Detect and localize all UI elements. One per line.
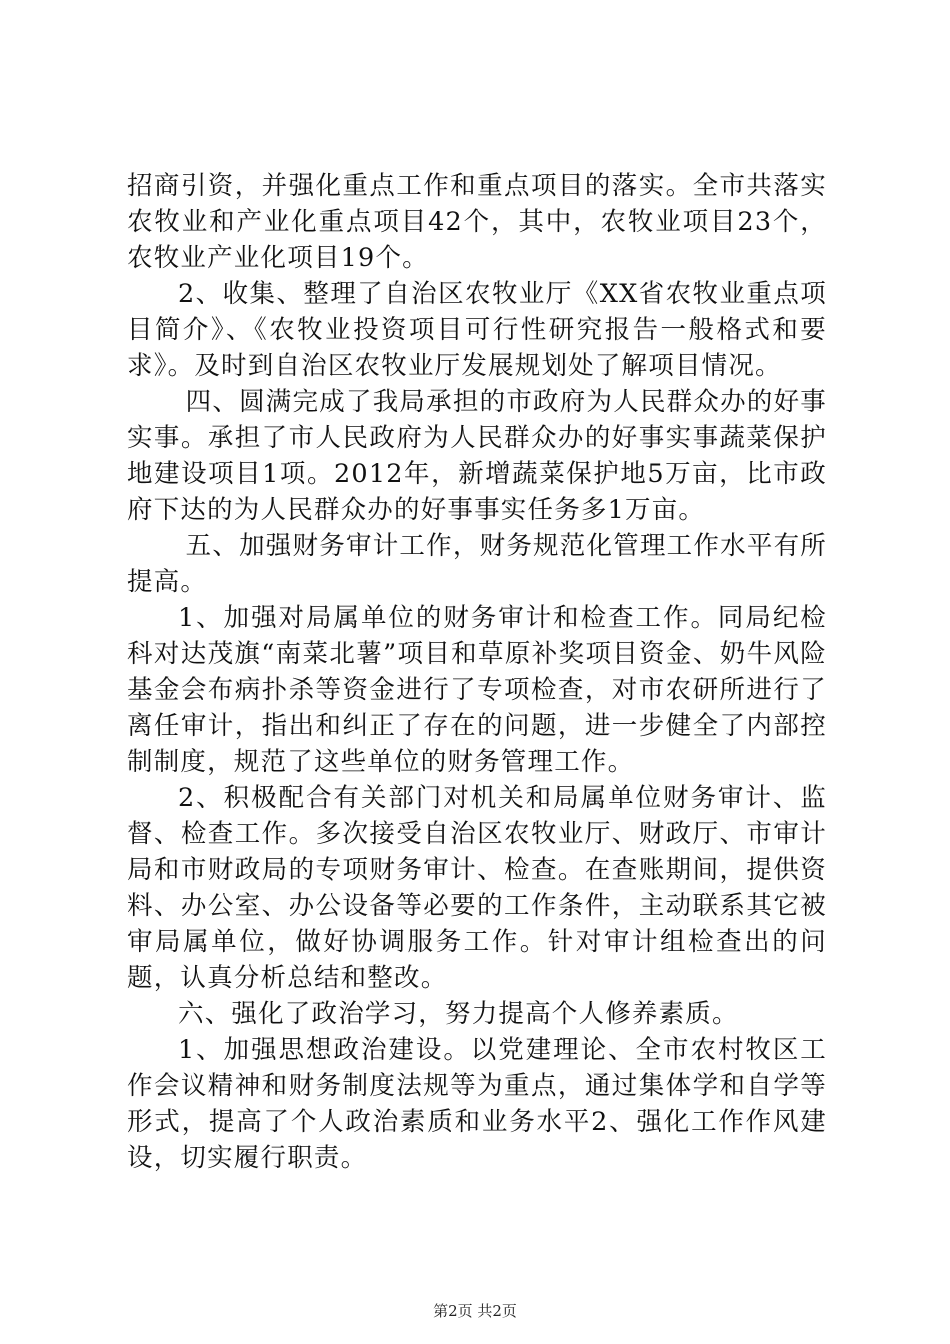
paragraph-6: 2、积极配合有关部门对机关和局属单位财务审计、监督、检查工作。多次接受自治区农牧业厅、财政厅、市审计局和市财政局的专项财务审计、检查。在查账期间，提供资料、办公室、办公设备等必要的工作条件，主动联系其它被审局属单位，做好协调服务工作。针对审计组检查出的问题，认真分析总结和整改。 [127,783,827,993]
paragraph-1: 招商引资，并强化重点工作和重点项目的落实。全市共落实农牧业和产业化重点项目42个，其中，农牧业项目23个，农牧业产业化项目19个。 [127,171,827,273]
paragraph-5: 1、加强对局属单位的财务审计和检查工作。同局纪检科对达茂旗“南菜北薯”项目和草原补奖项目资金、奶牛风险基金会布病扑杀等资金进行了专项检查，对市农研所进行了离任审计，指出和纠正了存在的问题，进一步健全了内部控制制度，规范了这些单位的财务管理工作。 [127,603,827,777]
paragraph-4: 五、加强财务审计工作，财务规范化管理工作水平有所提高。 [127,531,827,597]
page-number-footer: 第2页 共2页 [433,1302,517,1320]
paragraph-7: 六、强化了政治学习，努力提高个人修养素质。 [178,999,739,1029]
paragraph-8: 1、加强思想政治建设。以党建理论、全市农村牧区工作会议精神和财务制度法规等为重点，通过集体学和自学等形式，提高了个人政治素质和业务水平2、强化工作作风建设，切实履行职责。 [127,1035,827,1173]
document-body [127,168,827,1176]
paragraph-3: 四、圆满完成了我局承担的市政府为人民群众办的好事实事。承担了市人民政府为人民群众办的好事实事蔬菜保护地建设项目1项。2012年，新增蔬菜保护地5万亩，比市政府下达的为人民群众办的好事事实任务多1万亩。 [127,387,827,525]
paragraph-2: 2、收集、整理了自治区农牧业厅《XX省农牧业重点项目简介》、《农牧业投资项目可行性研究报告一般格式和要求》。及时到自治区农牧业厅发展规划处了解项目情况。 [127,279,827,381]
